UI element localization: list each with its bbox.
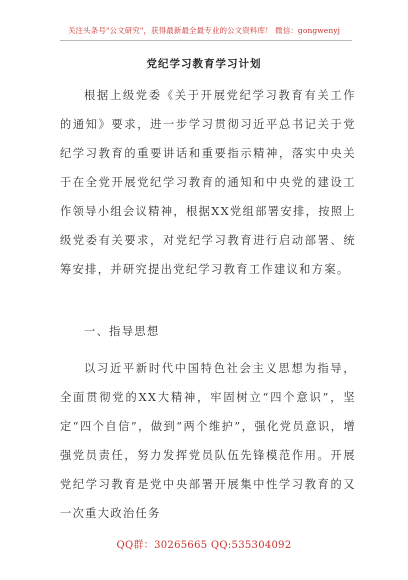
guiding-ideology-paragraph: 以习近平新时代中国特色社会主义思想为指导，全面贯彻党的XX大精神，牢固树立“四个意识”，坚定“四个自信”，做到“两个维护”，强化党员意识，增强党员责任，努力发挥党员队伍先锋模范作用。开展党纪学习教育是党中央部署开展集中性学习教育的又一次重大政治任务 [60,362,356,520]
intro-paragraph: 根据上级党委《关于开展党纪学习教育有关工作的通知》要求，进一步学习贯彻习近平总书记关于党纪学习教育的重要讲话和重要指示精神，落实中央关于在全党开展党纪学习教育的通知和中央党的建设工作领导小组会议精神，根据XX党组部署安排，按照上级党委有关要求，对党纪学习教育进行启动部署、统筹安排，并研究提出党纪学习教育工作建议和方案。 [60,89,356,276]
footer-contact: QQ群：30265665 QQ:535304092 [116,540,292,551]
top-banner: 关注头条号"公文研究"，获得最新最全最专业的公文资料库！ 微信：gongwenyj [67,26,341,35]
header-divider [60,40,352,41]
document-title: 党纪学习教育学习计划 [146,58,262,70]
section-heading-guiding-ideology: 一、指导思想 [84,325,160,338]
